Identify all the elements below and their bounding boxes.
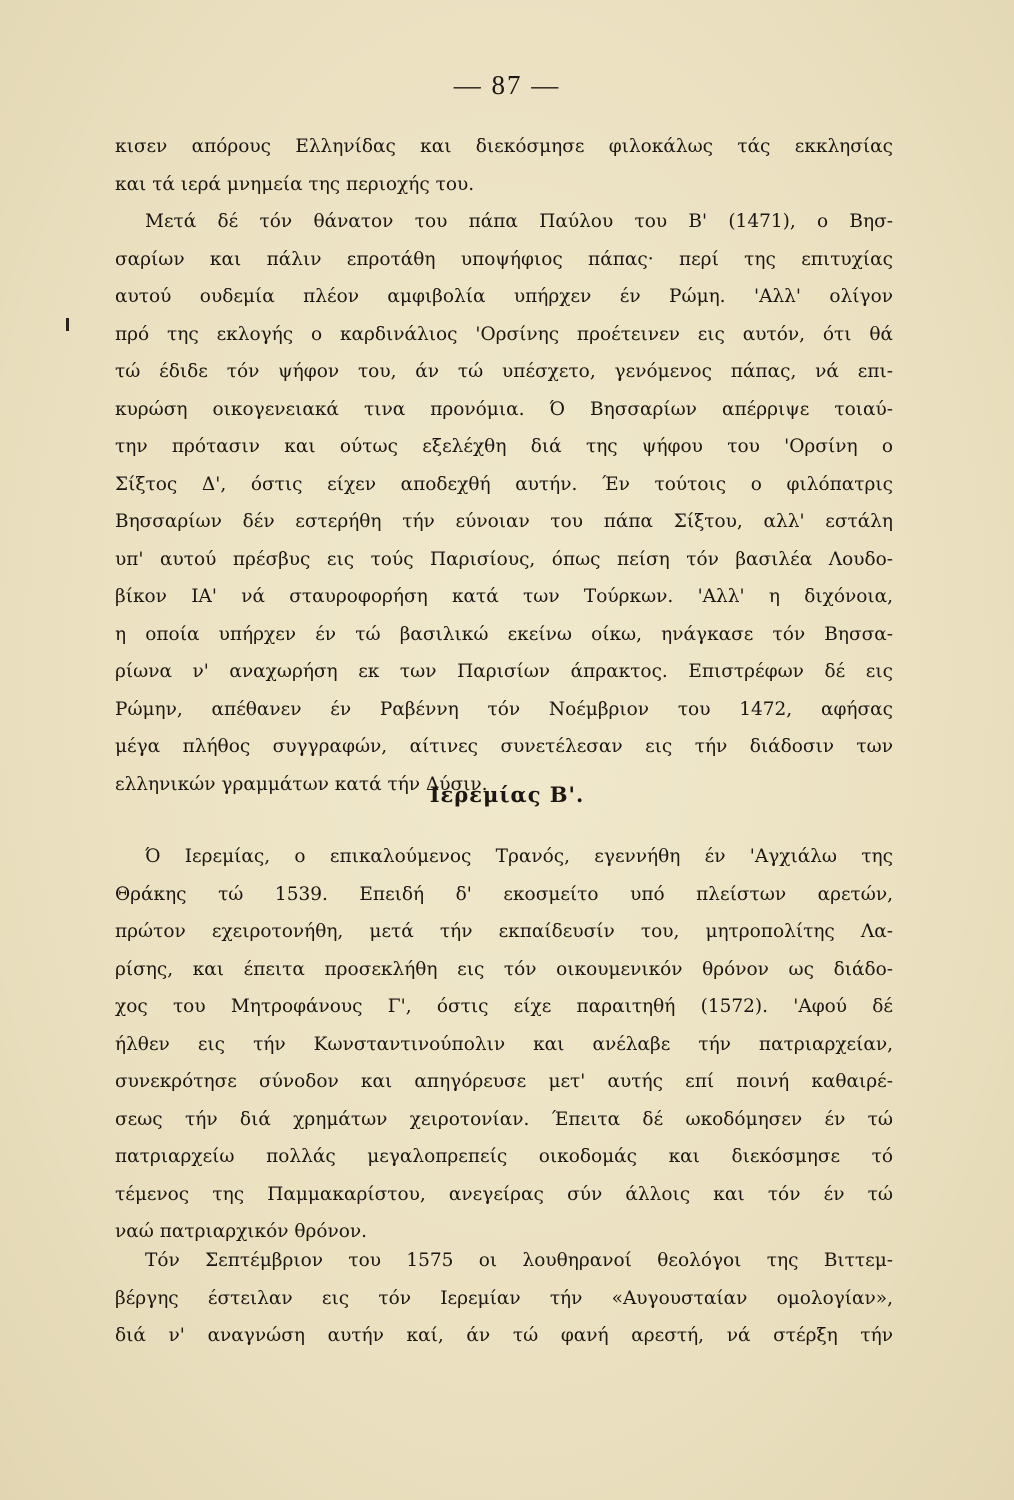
text-line: Ό Ιερεμίας, ο επικαλούμενος Τρανός, εγεννήθη έν 'Αγχιάλω της (145, 846, 893, 867)
text-line: σεως τήν διά χρημάτων χειροτονίαν. Έπειτα δέ ωκοδόμησεν έν τώ (115, 1108, 893, 1130)
text-line: Θράκης τώ 1539. Επειδή δ' εκοσμείτο υπό πλείστων αρετών, (115, 883, 893, 905)
text-line: βίκον ΙΑ' νά σταυροφορήση κατά των Τούρκων. 'Αλλ' η διχόνοια, (115, 586, 893, 607)
text-line: την πρότασιν και ούτως εξελέχθη διά της ψήφου του 'Ορσίνη ο (115, 436, 893, 457)
text-line: τώ έδιδε τόν ψήφον του, άν τώ υπέσχετο, γενόμενος πάπας, νά επι- (115, 361, 893, 382)
text-line: συνεκρότησε σύνοδον και απηγόρευσε μετ' αυτής επί ποινή καθαιρέ- (115, 1071, 893, 1092)
text-line: ρίωνα ν' αναχωρήση εκ των Παρισίων άπρακτος. Επιστρέφων δέ εις (115, 661, 893, 682)
text-line: Τόν Σεπτέμβριον του 1575 οι λουθηρανοί θεολόγοι της Βιττεμ- (145, 1250, 893, 1271)
paragraph-continuation (115, 128, 893, 203)
text-line: χος του Μητροφάνους Γ', όστις είχε παραιτηθή (1572). 'Αφού δέ (115, 996, 893, 1017)
text-line: βέργης έστειλαν εις τόν Ιερεμίαν τήν «Αυγουσταίαν ομολογίαν», (115, 1287, 893, 1309)
text-line: ελληνικών γραμμάτων κατά τήν Δύσιν. (115, 773, 488, 795)
section-heading: Ιερεμίας Β'. (429, 782, 585, 807)
text-line: κυρώση οικογενειακά τινα προνόμια. Ό Βησσαρίων απέρριψε τοιαύ- (115, 398, 893, 420)
text-line: Ρώμην, απέθανεν έν Ραβέννη τόν Νοέμβριον του 1472, αφήσας (115, 698, 893, 720)
text-line: διά ν' αναγνώση αυτήν καί, άν τώ φανή αρεστή, νά στέρξη τήν (115, 1325, 893, 1346)
paragraph-jeremias (115, 838, 893, 1251)
text-line: ήλθεν εις τήν Κωνσταντινούπολιν και ανέλαβε τήν πατριαρχείαν, (115, 1033, 893, 1055)
text-line: ρίσης, και έπειτα προσεκλήθη εις τόν οικουμενικόν θρόνον ως διάδο- (115, 958, 893, 980)
text-line: η οποία υπήρχεν έν τώ βασιλικώ εκείνω οίκω, ηνάγκασε τόν Βησσα- (115, 623, 893, 645)
text-line: πατριαρχείω πολλάς μεγαλοπρεπείς οικοδομάς και διεκόσμησε τό (115, 1146, 893, 1167)
paragraph-bessarion (115, 203, 893, 803)
paragraph-wittenberg (115, 1242, 893, 1355)
text-line: ναώ πατριαρχικόν θρόνον. (115, 1221, 368, 1242)
text-line: πρό της εκλογής ο καρδινάλιος 'Ορσίνης προέτεινεν εις αυτόν, ότι θά (115, 323, 893, 345)
text-line: και τά ιερά μνημεία της περιοχής του. (115, 173, 475, 195)
text-line: κισεν απόρους Ελληνίδας και διεκόσμησε φιλοκάλως τάς εκκλησίας (115, 136, 893, 157)
text-line: υπ' αυτού πρέσβυς εις τούς Παρισίους, όπως πείση τόν βασιλέα Λουδο- (115, 548, 893, 570)
text-line: πρώτον εχειροτονήθη, μετά τήν εκπαίδευσίν του, μητροπολίτης Λα- (115, 921, 893, 942)
text-line: σαρίων και πάλιν επροτάθη υποψήφιος πάπας· περί της επιτυχίας (115, 248, 893, 270)
text-line: μέγα πλήθος συγγραφών, αίτινες συνετέλεσαν εις τήν διάδοσιν των (115, 736, 893, 757)
text-line: τέμενος της Παμμακαρίστου, ανεγείρας σύν άλλοις και τόν έν τώ (115, 1183, 893, 1205)
page-number: — 87 — (453, 70, 561, 100)
text-line: Μετά δέ τόν θάνατον του πάπα Παύλου του Β' (1471), ο Βησ- (145, 211, 893, 232)
text-line: αυτού ουδεμία πλέον αμφιβολία υπήρχεν έν Ρώμη. 'Αλλ' ολίγον (115, 286, 893, 307)
margin-mark (66, 318, 69, 331)
text-line: Σίξτος Δ', όστις είχεν αποδεχθή αυτήν. Έν τούτοις ο φιλόπατρις (115, 473, 893, 495)
text-line: Βησσαρίων δέν εστερήθη τήν εύνοιαν του πάπα Σίξτου, αλλ' εστάλη (115, 511, 893, 532)
